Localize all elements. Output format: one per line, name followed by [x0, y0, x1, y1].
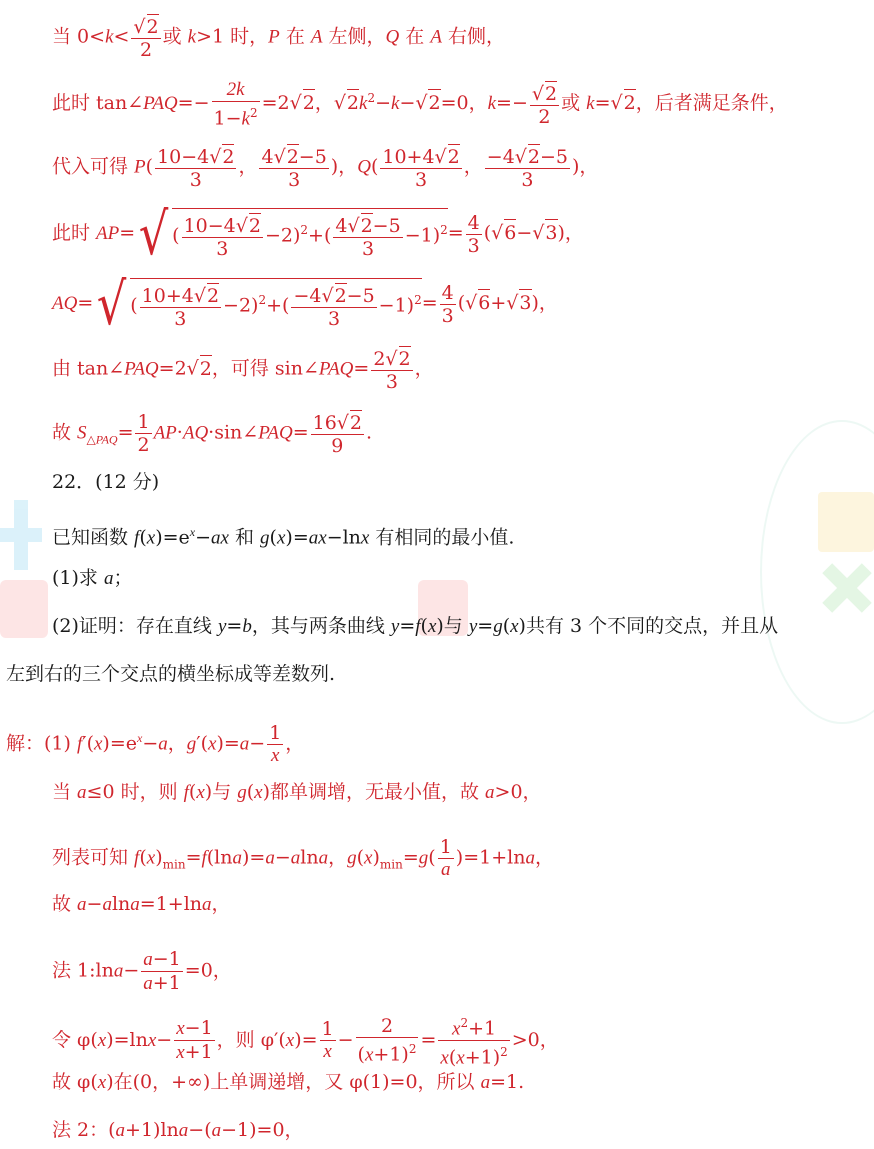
watermark-badge-icon: [0, 580, 48, 638]
answer-line-6: 令 φ(x)=lnx− $\frac{x-1}{x+1}$ ，则 φ′(x)= $\frac{1}{x}$ − $\frac{2}{(x+1)^2}$ = $\frac{x^2+1}{x(x+1)^2}$ >0，: [52, 1012, 559, 1070]
solution-line-7: 故 $S_{\triangle PAQ}=$ $\frac{1}{2}$ AP·AQ·sin∠PAQ= $\frac{16√2}{9}$ .: [52, 411, 373, 457]
answer-line-3: 列表可知 $f(x)_{min}=f(\ln a)=a-alna$，$g(x)_{min}=g$( $\frac{1}{a}$ )=1+lna，: [52, 836, 554, 880]
answer-line-4: 故 a−alna=1+lna，: [52, 893, 231, 915]
solution-line-1: 当 0<k< $\frac{√2}{2}$ 或 k>1 时，P 在 A 左侧，Q 在 A 右侧，: [52, 16, 506, 61]
solution-line-2: 此时 tan∠PAQ=− $\frac{2k}{1-k^2}$ =2√2，$√2k^2-k-√2=0$，k=− $\frac{√2}{2}$ 或 k=√2，后者满足条件，: [52, 79, 788, 130]
question-number: 22．(12 分): [52, 471, 160, 493]
answer-line-1: 解：(1) $f'(x)=e^x-a$，g′(x)=a− $\frac{1}{x}$ ，: [6, 722, 305, 766]
watermark-cross-icon: [0, 500, 42, 570]
question-part-1: (1)求 a；: [52, 567, 133, 589]
question-text: 已知函数 $f(x)=e^x-ax$ 和 g(x)=ax−lnx 有相同的最小值.: [52, 525, 515, 549]
answer-line-8: 法 2：(a+1)lna−(a−1)=0，: [52, 1119, 304, 1141]
solution-line-3: 代入可得 P( $\frac{10-4√2}{3}$ ， $\frac{4√2-5}{3}$ )，Q( $\frac{10+4√2}{3}$ ， $\frac{-4√2-5}{3}$ )，: [52, 146, 599, 191]
solution-line-4: 此时 AP=√ ( $\frac{10-4√2}{3}$ −2)$^2$+( $\frac{4√2-5}{3}$ −1)$^2$= $\frac{4}{3}$ (√6−√3)，: [52, 200, 584, 268]
solution-line-6: 由 tan∠PAQ=2√2，可得 sin∠PAQ= $\frac{2√2}{3}$ ，: [52, 348, 434, 393]
solution-line-5: AQ=√ ( $\frac{10+4√2}{3}$ −2)$^2$+( $\frac{-4√2-5}{3}$ −1)$^2$= $\frac{4}{3}$ (√6+√3)，: [52, 270, 558, 338]
question-part-2-continued: 左到右的三个交点的横坐标成等差数列.: [6, 663, 336, 685]
answer-line-5: 法 1:lna− $\frac{a-1}{a+1}$ =0，: [52, 948, 232, 994]
watermark-circle-icon: [760, 420, 874, 724]
answer-line-2: 当 a≤0 时，则 f(x)与 g(x)都单调增，无最小值，故 a>0，: [52, 781, 542, 803]
answer-line-7: 故 φ(x)在(0，+∞)上单调递增，又 φ(1)=0，所以 a=1.: [52, 1071, 525, 1093]
question-part-2: (2)证明：存在直线 y=b，其与两条曲线 y=f(x)与 y=g(x)共有 3 个不同的交点，并且从: [52, 615, 779, 637]
